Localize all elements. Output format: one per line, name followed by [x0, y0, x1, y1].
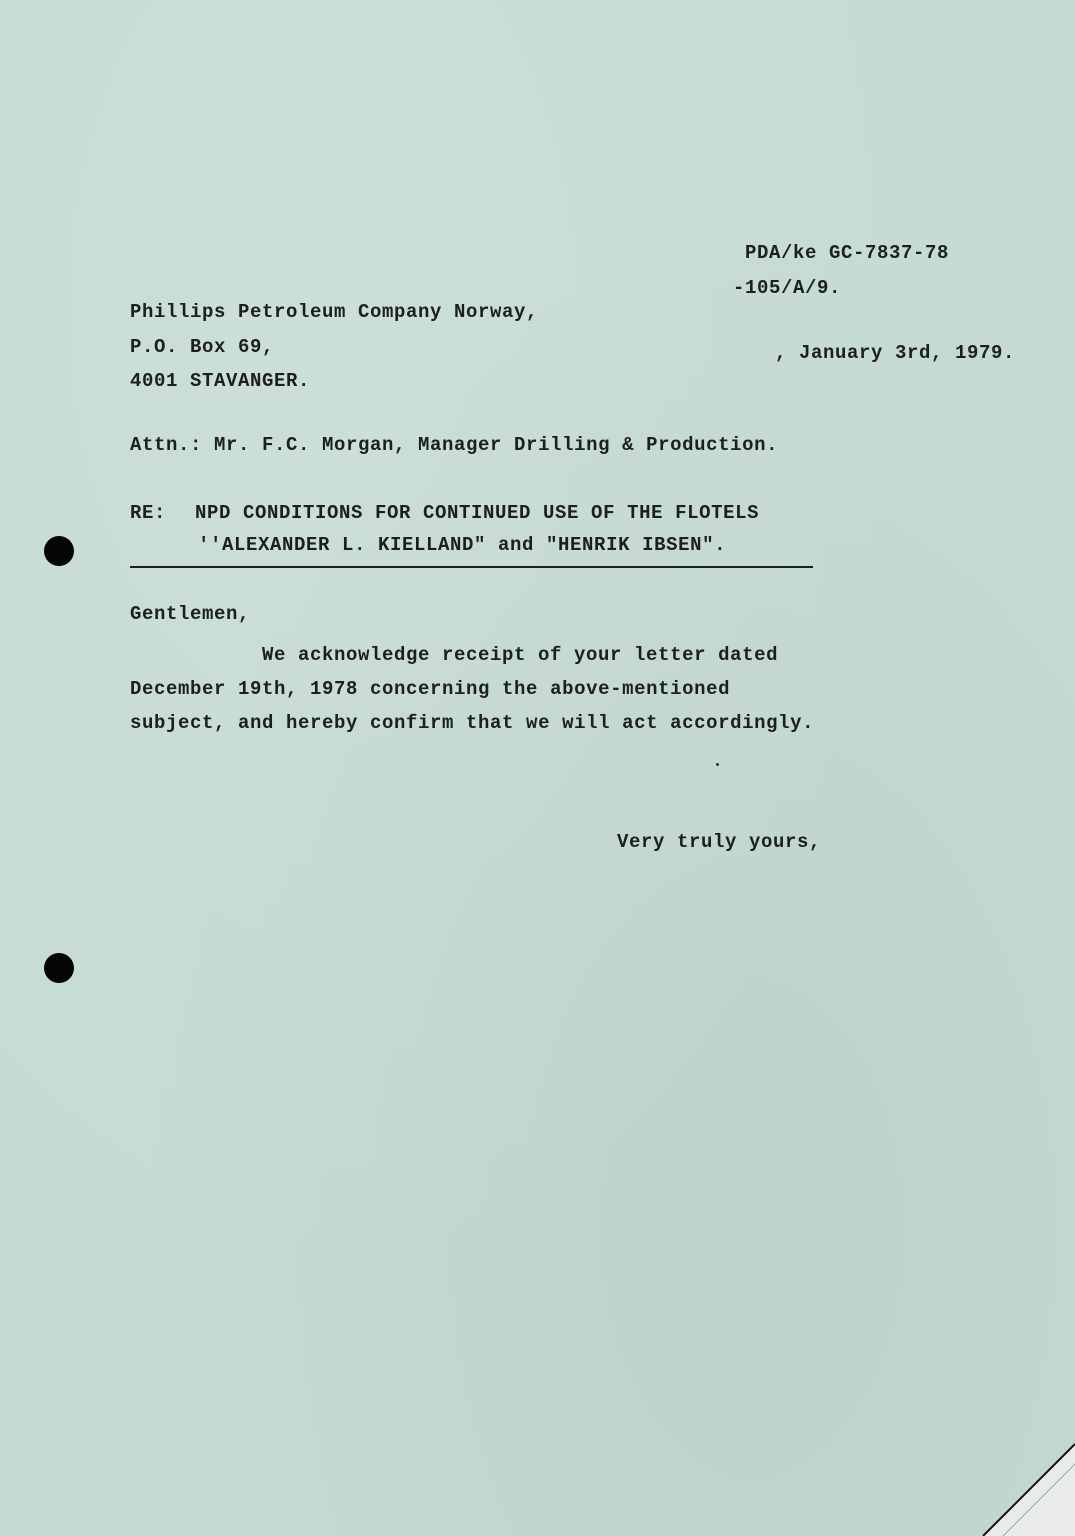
subject-underline	[130, 566, 813, 568]
subject-line-2: ''ALEXANDER L. KIELLAND" and "HENRIK IBSEN".	[198, 534, 727, 556]
body-line-1: We acknowledge receipt of your letter dated	[262, 644, 779, 666]
ink-speck	[716, 763, 719, 766]
reference-file-number: -105/A/9.	[733, 277, 842, 299]
recipient-address-line-1: P.O. Box 69,	[130, 336, 275, 358]
body-line-3: subject, and hereby confirm that we will act accordingly.	[130, 712, 815, 734]
recipient-address-line-2: 4001 STAVANGER.	[130, 370, 311, 392]
folded-corner	[965, 1426, 1075, 1536]
attention-line: Attn.: Mr. F.C. Morgan, Manager Drilling & Production.	[130, 434, 779, 456]
punch-hole-bottom	[44, 953, 74, 983]
body-line-2: December 19th, 1978 concerning the above-mentioned	[130, 678, 731, 700]
subject-label: RE:	[130, 502, 167, 524]
reference-code: PDA/ke GC-7837-78	[745, 242, 950, 264]
punch-hole-top	[44, 536, 74, 566]
letter-date: , January 3rd, 1979.	[775, 342, 1016, 364]
salutation: Gentlemen,	[130, 603, 251, 625]
recipient-company: Phillips Petroleum Company Norway,	[130, 301, 539, 323]
subject-line-1: NPD CONDITIONS FOR CONTINUED USE OF THE FLOTELS	[195, 502, 760, 524]
closing: Very truly yours,	[617, 831, 822, 853]
